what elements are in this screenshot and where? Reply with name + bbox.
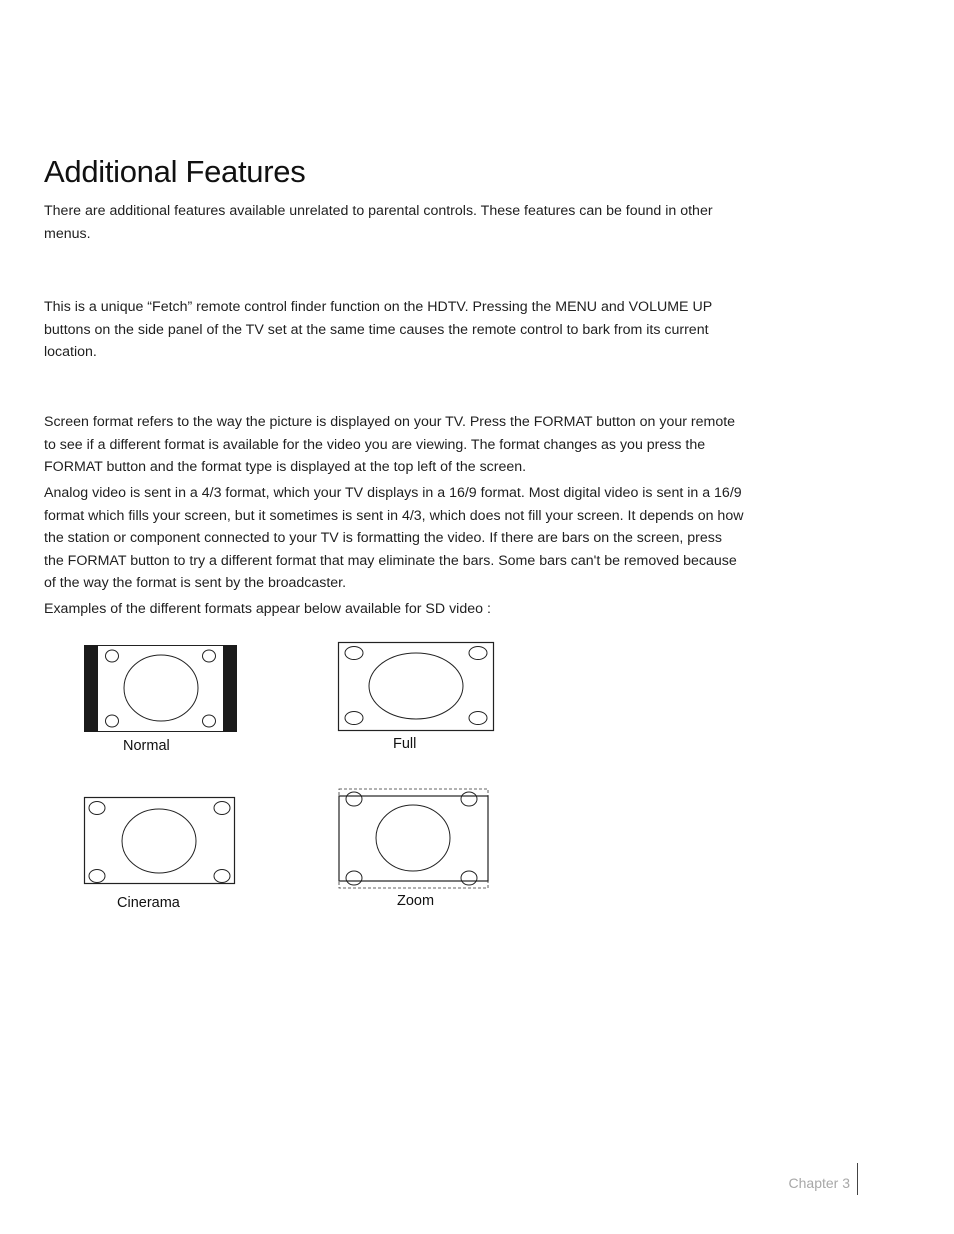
zoom-format-diagram [338,788,489,889]
normal-format-label: Normal [123,738,170,754]
cinerama-format-label: Cinerama [117,895,180,911]
normal-format-diagram [84,645,237,732]
format-paragraph-1: Screen format refers to the way the picture is displayed on your TV. Press the FORMAT button on your remote to see if a different format is available for the video you are viewing. The format changes as you press the FORMAT button and the format type is displayed at the top left of the screen. [44,414,736,475]
fetch-paragraph: This is a unique “Fetch” remote control finder function on the HDTV. Pressing the MENU and VOLUME UP buttons on the side panel of the TV set at the same time causes the remote control to bark from its current location. [44,299,712,360]
chapter-label: Chapter 3 [788,1175,850,1191]
footer-divider [857,1163,858,1195]
full-format-diagram [338,642,494,731]
full-format-label: Full [393,736,417,752]
page-title: Additional Features [44,154,306,189]
intro-paragraph: There are additional features available unrelated to parental controls. These features can be found in other menus. [44,203,713,242]
format-paragraph-2: Analog video is sent in a 4/3 format, which your TV displays in a 16/9 format. Most digital video is sent in a 16/9 format which fills your screen, but it sometimes is sent in 4/3, which does not fill your screen. It depends on how the station or component connected to your TV is formatting the video. If there are bars on the screen, press the FORMAT button to try a different format that may eliminate the bars. Some bars can't be removed because of the way the format is sent by the broadcaster. [44,485,744,591]
cinerama-format-diagram [84,797,235,884]
format-examples-intro: Examples of the different formats appear below available for SD video : [44,601,491,617]
zoom-format-label: Zoom [397,893,435,909]
